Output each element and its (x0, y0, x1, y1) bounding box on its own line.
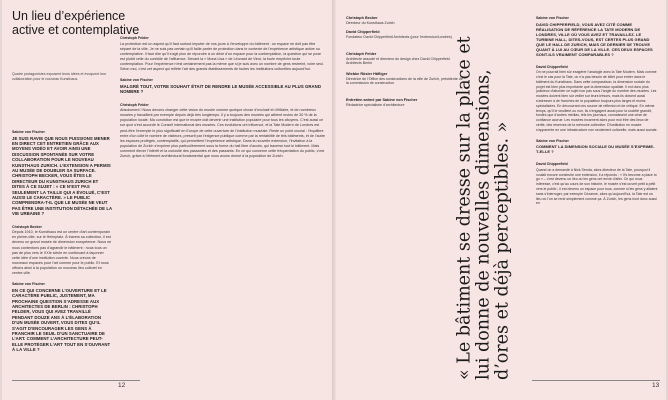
speaker-label: David Chipperfield (536, 162, 568, 167)
credit-role: Directrice de l’Office des constructions de la ville de Zurich, présidente de la commission de construction (346, 76, 463, 86)
answer-text: Depuis 1910, le Kunsthaus est un centre d’art contemporain en pleine-ville, sur le Heimplatz. À travers sa collection, il est devenu un grand musée de dimension européenne. Nous ne nous contentons pas d’agrandir le bâtiment : nous tous un pas de plus vers le XXIe siècle en continuant à façonner cette idée d’une institution ouverte. Nous créons de nouveaux espaces pour l’art comme pour le public. Et nous offrons ainsi à la population un nouveau lieu culturel en centre-ville. (12, 230, 112, 276)
credit-block (346, 72, 466, 86)
credit-block (346, 52, 466, 66)
credit-role: Fondateur David Chipperfield Architects (pour l’extension/Londres) (346, 34, 452, 39)
left-page (2, 0, 332, 400)
footer-rule (12, 380, 140, 381)
footer-rule (532, 380, 660, 381)
intro-text: Quatre protagonistes exposent leurs idées et évoquent leur collaboration pour le nouveau Kunsthaus. (12, 72, 107, 81)
question-text: JE SUIS RAVIE QUE NOUS PUISSIONS MENER EN DIRECT CET ENTRETIEN GRÂCE AUX MOYENS VIDÉO ET AVOIR AINSI UNE DISCUSSION SPONTANÉE SUR VOTRE COLLABORATION POUR LE NOUVEAU KUNSTHAUS ZURICH. L’EXTENSION A PERMIS AU MUSÉE DE DOUBLER SA SURFACE. CHRISTOPH BECKER, VOUS ÊTES LE DIRECTEUR DU KUNSTHAUS ZURICH ET DITES À CE SUJET : « CE N’EST PAS SEULEMENT LA TAILLE QUI A ÉVOLUÉ, C’EST AUSSI LE CARACTÈRE. » LE PUBLIC COMPRENDRA-T-IL QUE LE MUSÉE NE VEUT PAS ÊTRE UNE INSTITUTION DÉTACHÉE DE LA VIE URBAINE ? (12, 135, 112, 217)
speaker-label: Christoph Felder (120, 36, 149, 40)
pull-quote: « Le bâtiment se dresse sur la place et lui donne de nouvelles dimensions, d’ores et déjà perceptibles. » (454, 36, 513, 380)
speaker-label: David Chipperfield (536, 64, 568, 69)
page-number: 13 (652, 382, 660, 389)
credit-role: Rédactrice spécialisée d’architecture (346, 102, 405, 107)
credit-name: David Chipperfield (346, 30, 380, 34)
left-column-1 (12, 130, 112, 361)
question-text: COMMENT LA DIMENSION SOCIALE DU MUSÉE S’EXPRIME-T-ELLE ? (536, 144, 655, 155)
answer-text: La protection est un aspect qu’il faut surtout imputer de nos jours à l’enveloppe du bâtiment : un espace ne doit pas être séparé de la ville. Je ne suis pas certain qu’il faille parler de protection dans le contexte de l’expérience artistique active ou contemplative. Il faut dire qu’il s’agit plus de répondre à un désir d’un espace pour la contemplation, la question qui se pose est plutôt celle du contrôle de l’affluence. Devant la « Mona Lisa » de Léonard de Vinci, la foule empêche toute contemplation. Pour l’expérience n’est certainement pas la même que si je suis avec un nombre de gens restreint, voire seul. Selon moi, c’est cet aspect qui reflète l’art des grands établissements de toutes les institutions culturelles aujourd’hui. (120, 41, 324, 72)
credit-block (346, 98, 466, 107)
credit-role: Architecte associé et directeur du design chez David Chipperfield Architects Berlin (346, 56, 450, 66)
credit-block (346, 30, 466, 39)
credit-name: Entretien animé par Sabine von Fischer (346, 98, 418, 102)
question-text: DAVID CHIPPERFIELD, VOUS AVEZ CITÉ COMME RÉALISATION DE RÉFÉRENCE LA TATE MODERN DE LONDRES, VILLE OÙ VOUS AVEZ ET TRAVAILLEZ. LE TURBINE HALL, DITES-VOUS, EST CERTES PLUS GRAND QUE LE HALL DE ZURICH, MAIS CE DERNIER SE TROUVE QUANT À LUI AU CŒUR DE LA VILLE. CES DEUX ESPACES SONT-ILS VRAIMENT COMPARABLES ? (536, 21, 653, 57)
speaker-label: Sabine von Fischer (536, 16, 569, 20)
question-text: EN CE QUI CONCERNE L’OUVERTURE ET LE CARACTÈRE PUBLIC, JUSTEMENT, MA PROCHAINE QUESTION S’ADRESSE AUX ARCHITECTES DE BERLIN : CHRISTOPH FELDER, VOUS QUI AVEZ TRAVAILLÉ PENDANT DOUZE ANS À L’ÉLABORATION D’UN MUSÉE OUVERT, VOUS DITES QU’IL S’AGIT D’ENCOURAGER LES GENS À FRANCHIR LE SEUIL D’UN SANCTUAIRE DE L’ART. COMMENT L’ARCHITECTURE PEUT-ELLE PROTÉGER L’ART TOUT EN S’OUVRANT À LA VILLE ? (12, 287, 111, 353)
speaker-label: Christoph Becker (12, 224, 42, 229)
credit-name: Wiebke Rösler Häfliger (346, 72, 388, 76)
page-title: Un lieu d’expérience active et contemplative (12, 9, 140, 37)
page-number: 12 (118, 382, 126, 389)
right-column (536, 16, 658, 212)
speaker-label: Sabine von Fischer (12, 282, 45, 287)
credit-block (346, 16, 466, 25)
answer-text: Absolument ! Nous devons changer cette vision du musée comme quelque chose d’exclusif et d’élitaire, et de nombreux musées y travaillent par exemple depuis déjà très longtemps. Il y a toujours des musées qui attirent moins de 30 % de la population locale. Ma conviction est que le musée doit devenir une institution populaire pour tous les citoyens. C’est aussi ce sur quoi s’est accordé le Conseil international des musées. Ces évolutions ont influencé, et la Tate Modern de Londres est peut-être l’exemple le plus significatif en Europe de cette ouverture de l’institution muséale. Reste un point crucial : l’équilibre entre d’un côté le nombre de visiteurs, prescrit par l’exigence publique comme par la rentabilité de tels bâtiments, et de l’autre les espaces protégés, contemplatifs, qui permettent l’expérience artistique. Dans la nouvelle extension, l’invitation à la population de Zurich s’exprime plus particulièrement sous la forme du hall libre d’accès, qui traverse tout le bâtiment. Mais comment élever l’intérêt et la curiosité des passantes et des passants. En ce qui concerne cette fréquentation du public, c’est Zurich, grâce à l’élément architectural fondamental que nous avons donné à la population de Zurich. (120, 108, 325, 158)
question-text: MALGRÉ TOUT, VOTRE SOUHAIT ÉTAIT DE RENDRE LE MUSÉE ACCESSIBLE AU PLUS GRAND NOMBRE ? (120, 83, 321, 95)
answer-text: Quand on a demandé à Nick Serota, alors directeur de la Tate, pourquoi il voulait encore construire une extension, il a répondu : « Il’s become a place to go » – c’est devenu un lieu où les gens ont envie d’aller. Ce qui nous intéresse, c’est qu’au cours de son histoire, le musée s’est ouvert petit à petit vers le public ; il est devenu un espace pour tous, comme si les gens y allaient sans s’interroger, par exemple Cézanne, alors qu’aujourd’hui, la Tate est un lieu où l’on se rend simplement comme ça. À Zurich, les gens iront donc aussi en (536, 167, 658, 206)
speaker-label: Sabine von Fischer (12, 130, 45, 134)
speaker-label: Sabine von Fischer (120, 78, 153, 83)
credit-role: Directeur du Kunsthaus Zurich (346, 20, 395, 25)
speaker-label: Sabine von Fischer (536, 138, 569, 143)
right-page (336, 0, 666, 400)
credit-name: Christoph Felder (346, 52, 377, 56)
left-column-2 (120, 36, 325, 165)
answer-text: On ne pourrait bien sûr exagérer l’analogie avec la Tate Modern. Mais comme c’est le cas pour la Tate, on n’a pas besoin de billet pour entrer dans le bâtiment du Kunsthaus. Dans cette comparaison, la dimension sociale du projet est bien plus importante que la dimension spatiale. Il est donc plus judicieux d’aborder ce sujet non pas sous l’angle du nombre des musées. Les musées doivent bien sûr veiller sur leurs trésors, mais ils doivent aussi s’adresser à de franches de la population toujours plus larges et moins spécialisées. En découvrant ces source de réflexion et de critique. En même temps, qu’il le veuillent ou non, ils s’engagent aussi pour la société grandit, fondés que d’autres médias, tels les journaux, connaissent une crise de confiance accrue. Les musées incarnent alors pour moi être des lieux de vérité, des réserves de la mémoire collective. D’institution en musée s’apparente en une infrastructure non seulement culturelle, mais aussi sociale. (536, 70, 658, 132)
credit-name: Christoph Becker (346, 16, 378, 20)
speaker-label: Christoph Felder (120, 102, 149, 107)
